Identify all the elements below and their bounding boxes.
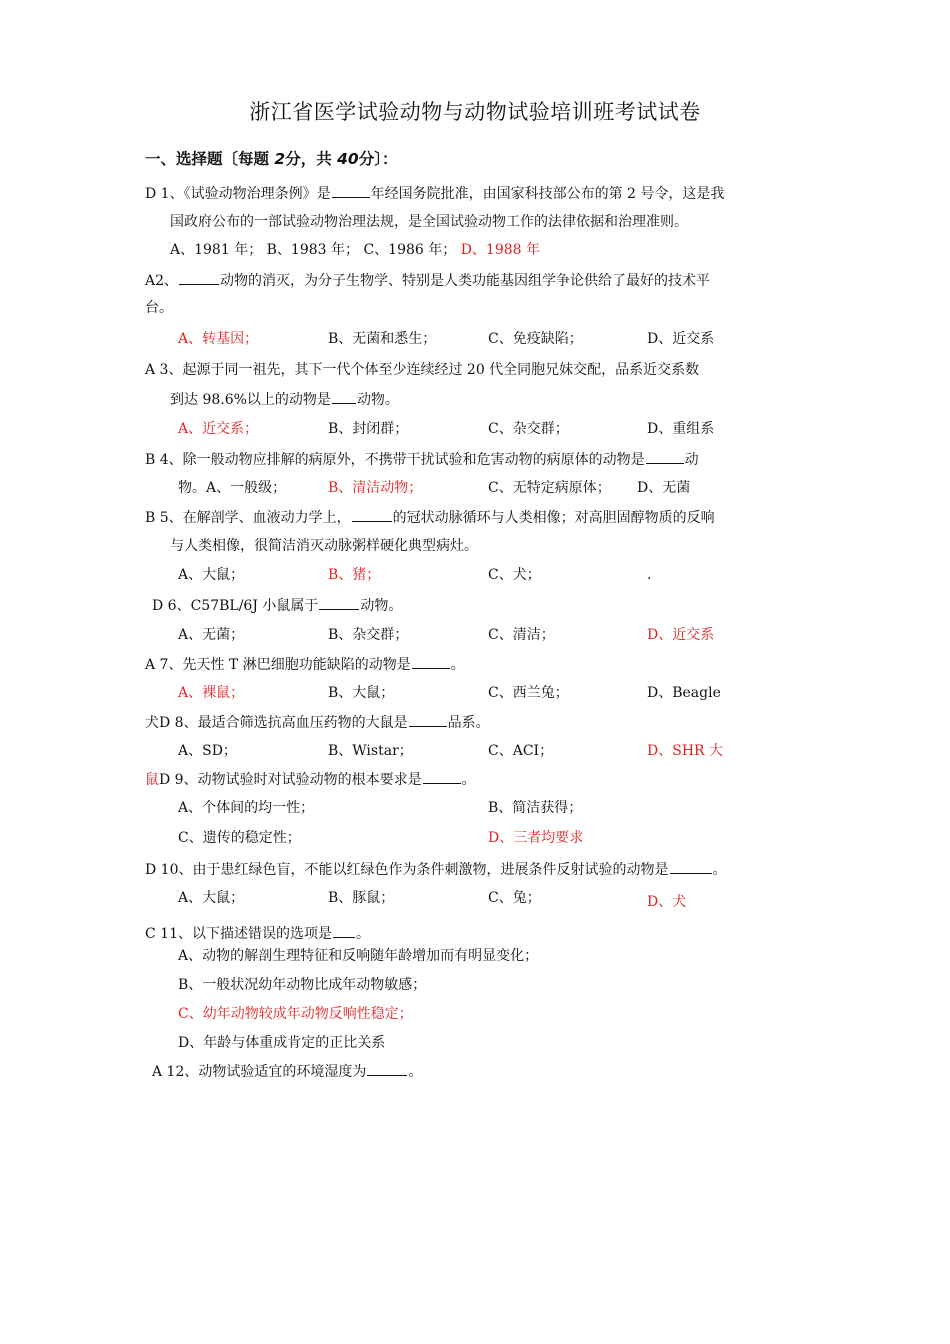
answer-blank — [412, 654, 450, 669]
section-suffix: 分〕： — [358, 150, 398, 168]
q8-option-c: C、ACI； — [488, 743, 554, 759]
q10-option-c: C、兔； — [488, 890, 541, 906]
q2-line2: 台。 — [145, 300, 173, 316]
q10-option-d: D、犬 — [647, 894, 687, 910]
answer-blank — [332, 389, 356, 404]
q9-line1: 鼠D 9、动物试验时对试验动物的根本要求是 。 — [145, 769, 476, 790]
answer-blank — [670, 859, 712, 874]
q4-option-d: D、无菌 — [637, 480, 691, 496]
q4-line1: B 4、除一般动物应排解的病原外，不携带干扰试验和危害动物的病原体的动物是 动 — [145, 449, 699, 470]
answer-blank — [352, 507, 392, 522]
q1-line2: 国政府公布的一部试验动物治理法规，是全国试验动物工作的法律依据和治理准则。 — [170, 214, 688, 230]
q3-line2: 到达 98.6%以上的动物是 动物。 — [170, 389, 399, 410]
answer-blank — [319, 595, 359, 610]
q11-option-d: D、年龄与体重成肯定的正比关系 — [178, 1035, 386, 1051]
q5-option-d: . — [647, 567, 652, 583]
q8-option-a: A、SD； — [178, 743, 237, 759]
q11-option-c: C、幼年动物较成年动物反响性稳定； — [178, 1006, 413, 1022]
q5-line1: B 5、在解剖学、血液动力学上， 的冠状动脉循环与人类相像；对高胆固醇物质的反响 — [145, 507, 715, 528]
q6-option-a: A、无菌； — [178, 627, 245, 643]
q3-option-a: A、近交系； — [178, 421, 259, 437]
q10-option-a: A、大鼠； — [178, 890, 245, 906]
q5-line2: 与人类相像，很简洁消灭动脉粥样硬化典型病灶。 — [170, 538, 478, 554]
q4-option-c: C、无特定病原体； — [488, 480, 611, 496]
answer-blank — [409, 712, 447, 727]
q8-option-d: D、SHR 大 — [647, 743, 724, 759]
q3-option-c: C、杂交群； — [488, 421, 569, 437]
q5-option-a: A、大鼠； — [178, 567, 245, 583]
q8-option-b: B、Wistar； — [328, 743, 413, 759]
q2-line1: A2、 动物的消灭，为分子生物学、特别是人类功能基因组学争论供给了最好的技术平 — [145, 270, 710, 291]
q5-option-b: B、猪； — [328, 567, 381, 583]
q10-option-b: B、豚鼠； — [328, 890, 395, 906]
q4-option-a: 物。A、一般级； — [178, 480, 287, 496]
answer-blank — [179, 270, 219, 285]
q5-option-c: C、犬； — [488, 567, 541, 583]
q2-option-d: D、近交系 — [647, 331, 715, 347]
q9-option-d: D、三者均要求 — [488, 830, 584, 846]
q1-line1: D 1、《试验动物治理条例》是 年经国务院批准，由国家科技部公布的第 2 号令，这是我 — [145, 183, 724, 204]
q10-line1: D 10、由于患红绿色盲，不能以红绿色作为条件刺激物，进展条件反射试验的动物是 。 — [145, 859, 727, 880]
answer-blank — [646, 449, 684, 464]
answer-blank — [367, 1061, 407, 1076]
answer-blank — [423, 769, 461, 784]
q2-option-c: C、免疫缺陷； — [488, 331, 583, 347]
q9-option-b: B、简洁获得； — [488, 800, 583, 816]
q12-line1: A 12、动物试验适宜的环境湿度为 。 — [152, 1061, 422, 1082]
q8-line1: 犬D 8、最适合筛选抗高血压药物的大鼠是 品系。 — [145, 712, 490, 733]
section-heading — [145, 147, 397, 169]
q9-option-a: A、个体间的均一性； — [178, 800, 315, 816]
q2-option-a: A、转基因； — [178, 331, 259, 347]
per-score: 2 — [274, 150, 286, 168]
q11-line1: C 11、以下描述错误的选项是 。 — [145, 917, 370, 944]
q3-option-b: B、封闭群； — [328, 421, 409, 437]
q7-option-c: C、西兰兔； — [488, 685, 569, 701]
section-prefix: 一、选择题〔每题 — [145, 150, 275, 168]
correct-answer: D、1988 年 — [460, 242, 541, 258]
answer-blank — [332, 183, 370, 198]
q6-line1: D 6、C57BL/6J 小鼠属于 动物。 — [152, 595, 402, 616]
section-mid: 分，共 — [285, 150, 338, 168]
q1-options: A、1981 年； B、1983 年； C、1986 年； D、1988 年 — [170, 242, 541, 258]
q7-option-a: A、裸鼠； — [178, 685, 245, 701]
q11-option-a: A、动物的解剖生理特征和反响随年龄增加而有明显变化； — [178, 948, 539, 964]
q3-option-d: D、重组系 — [647, 421, 715, 437]
page-title: 浙江省医学试验动物与动物试验培训班考试试卷 — [249, 100, 701, 124]
q7-option-d: D、Beagle — [647, 685, 721, 701]
q4-option-b: B、清洁动物； — [328, 480, 423, 496]
total-score: 40 — [337, 150, 359, 168]
q11-option-b: B、一般状况幼年动物比成年动物敏感； — [178, 977, 427, 993]
q7-line1: A 7、先天性 T 淋巴细胞功能缺陷的动物是 。 — [145, 654, 465, 675]
q6-option-d: D、近交系 — [647, 627, 715, 643]
q2-option-b: B、无菌和悉生； — [328, 331, 437, 347]
q9-option-c: C、遗传的稳定性； — [178, 830, 301, 846]
q6-option-c: C、清洁； — [488, 627, 555, 643]
answer-blank — [333, 917, 355, 938]
q3-line1: A 3、起源于同一祖先，其下一代个体至少连续经过 20 代全同胞兄妹交配，品系近交系数 — [145, 362, 700, 378]
q7-option-b: B、大鼠； — [328, 685, 395, 701]
q6-option-b: B、杂交群； — [328, 627, 409, 643]
